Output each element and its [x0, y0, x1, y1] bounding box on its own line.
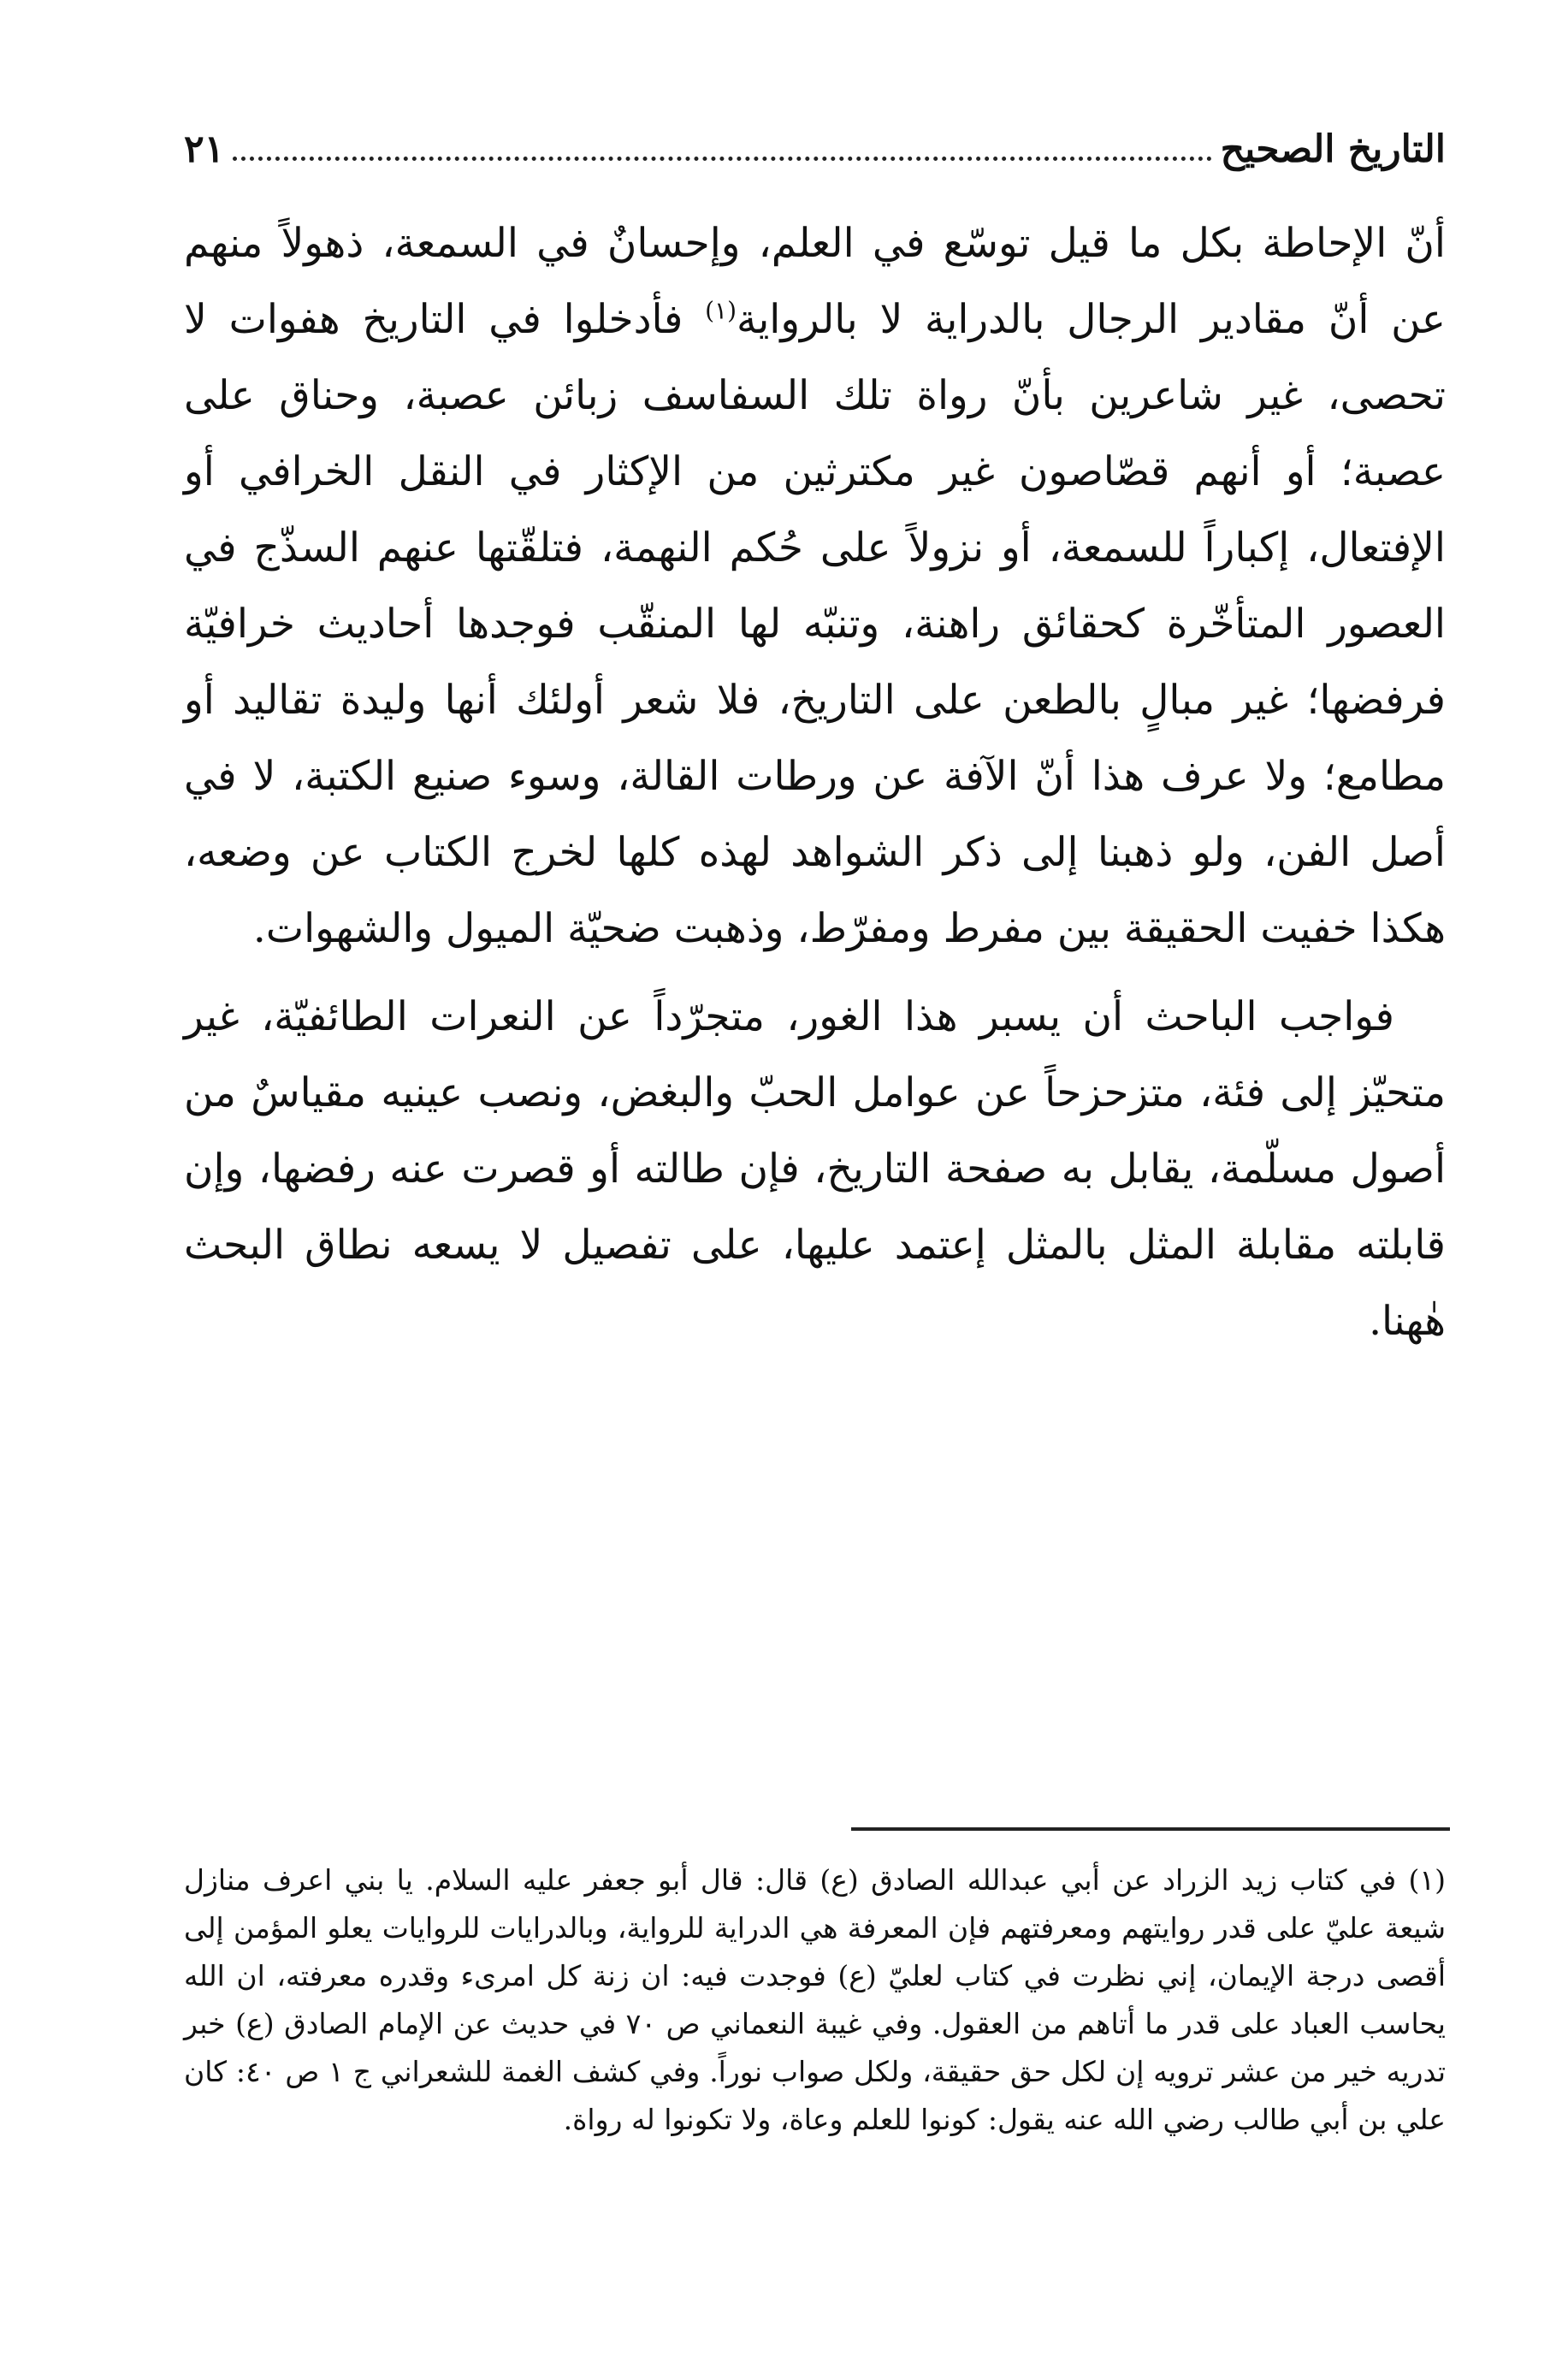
paragraph-1-part-2: فأدخلوا في التاريخ هفوات لا تحصى، غير شاعرين بأنّ رواة تلك السفاسف زبائن عصبة، وحناق على عصبة؛ أو أنهم قصّاصون غير مكترثين من الإكثار في النقل الخرافي أو الإفتعال، إكباراً للسمعة، أو نزولاً على حُكم النهمة، فتلقّتها عنهم السذّج في العصور المتأخّرة كحقائق راهنة، وتنبّه لها المنقّب فوجدها أحاديث خرافيّة فرفضها؛ غير مبالٍ بالطعن على التاريخ، فلا شعر أولئك أنها وليدة تقاليد أو مطامع؛ ولا عرف هذا أنّ الآفة عن ورطات القالة، وسوء صنيع الكتبة، لا في أصل الفن، ولو ذهبنا إلى ذكر الشواهد لهذه كلها لخرج الكتاب عن وضعه، هكذا خفيت الحقيقة بين مفرط ومفرّط، وذهبت ضحيّة الميول والشهوات. — [184, 296, 1446, 952]
page — [184, 120, 1446, 1359]
paragraph-1-part-1: أنّ الإحاطة بكل ما قيل توسّع في العلم، وإحسانٌ في السمعة، ذهولاً منهم عن أنّ مقادير الرجال بالدراية لا بالرواية — [184, 220, 1446, 343]
footnote-reference: (١) — [705, 296, 737, 325]
header-dot-leader — [233, 157, 1211, 161]
paragraph-2: فواجب الباحث أن يسبر هذا الغور، متجرّداً عن النعرات الطائفيّة، غير متحيّز إلى فئة، متزحزحاً عن عوامل الحبّ والبغض، ونصب عينيه مقياسٌ من أصول مسلّمة، يقابل به صفحة التاريخ، فإن طالته أو قصرت عنه رفضها، وإن قابلته مقابلة المثل بالمثل إعتمد عليها، على تفصيل لا يسعه نطاق البحث هٰهنا. — [184, 993, 1446, 1345]
running-header — [184, 120, 1446, 171]
header-title: التاريخ الصحيح — [1220, 127, 1446, 171]
footnote-separator — [851, 1827, 1450, 1831]
footnotes — [184, 1856, 1446, 2144]
main-text — [184, 205, 1446, 1359]
paragraph-1 — [184, 205, 1446, 967]
footnote-1: (١) في كتاب زيد الزراد عن أبي عبدالله الصادق (ع) قال: قال أبو جعفر عليه السلام. يا بني اعرف منازل شيعة عليّ على قدر روايتهم ومعرفتهم فإن المعرفة هي الدراية للرواية، وبالدرايات للروايات يعلو المؤمن إلى أقصى درجة الإيمان، إني نظرت في كتاب لعليّ (ع) فوجدت فيه: ان زنة كل امرىء وقدره معرفته، ان الله يحاسب العباد على قدر ما أتاهم من العقول. وفي غيبة النعماني ص ٧٠ في حديث عن الإمام الصادق (ع) خبر تدريه خير من عشر ترويه إن لكل حق حقيقة، ولكل صواب نوراً. وفي كشف الغمة للشعراني ج ١ ص ٤٠: كان علي بن أبي طالب رضي الله عنه يقول: كونوا للعلم وعاة، ولا تكونوا له رواة. — [184, 1863, 1446, 2136]
page-number: ٢١ — [184, 127, 225, 171]
